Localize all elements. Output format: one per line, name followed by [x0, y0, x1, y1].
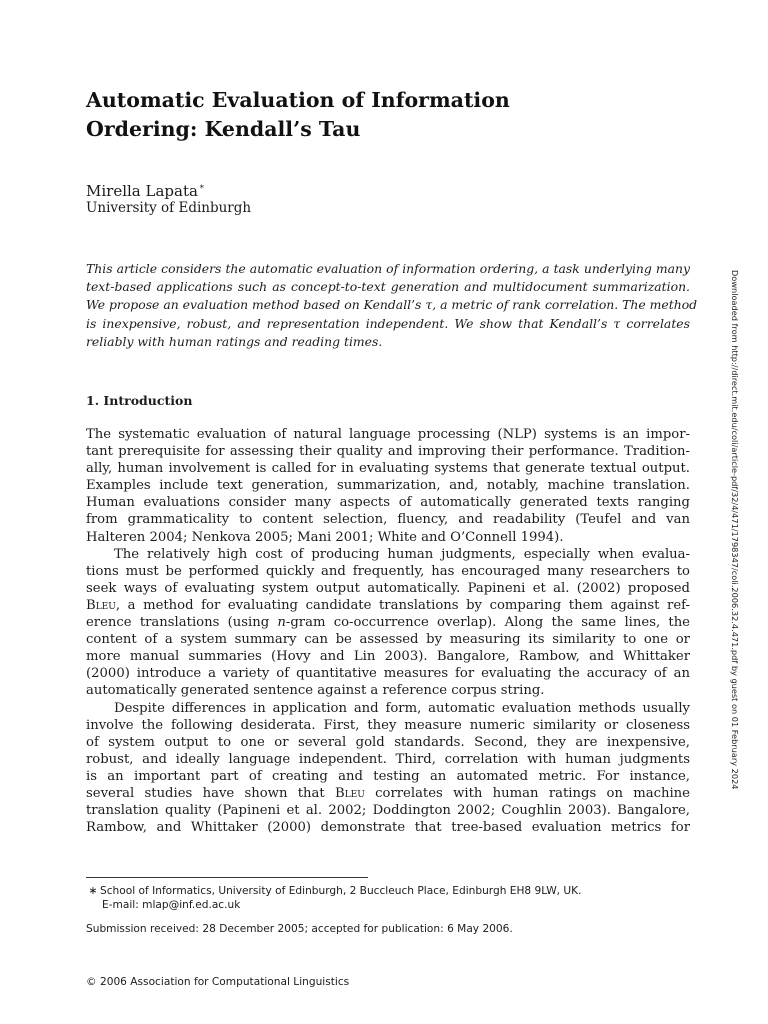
footnote-rule	[86, 877, 368, 878]
body-line: tions must be performed quickly and frequently, has encouraged many researchers to	[86, 563, 690, 579]
paper-title	[86, 86, 646, 144]
footnote	[86, 884, 690, 912]
body-line: robust, and ideally language independent. Third, correlation with human judgments	[86, 751, 690, 767]
body-line: Bleu, a method for evaluating candidate translations by comparing them against ref-	[86, 597, 690, 613]
body-line: Halteren 2004; Nenkova 2005; Mani 2001; White and O’Connell 1994).	[86, 529, 564, 545]
body-line: seek ways of evaluating system output automatically. Papineni et al. (2002) proposed	[86, 580, 690, 596]
footnote-email: E-mail: mlap@inf.ed.ac.uk	[102, 899, 241, 911]
abstract-line: reliably with human ratings and reading times.	[86, 333, 383, 349]
body-line: of system output to one or several gold standards. Second, they are inexpensive,	[86, 734, 690, 750]
author-text: Mirella Lapata	[86, 182, 198, 200]
bleu-smallcaps: Bleu	[335, 785, 365, 801]
body-line: is an important part of creating and testing an automated metric. For instance,	[86, 768, 690, 784]
footnote-mark: ∗	[88, 884, 98, 897]
abstract-line: is inexpensive, robust, and representation independent. We show that Kendall’s τ correlates	[86, 315, 690, 331]
copyright-notice: © 2006 Association for Computational Linguistics	[86, 976, 350, 988]
download-watermark-text: Downloaded from http://direct.mit.edu/coli/article-pdf/32/4/471/1798347/coli.2006.32.4.471.pdf by guest on 01 February 2024	[730, 270, 740, 790]
submission-dates: Submission received: 28 December 2005; accepted for publication: 6 May 2006.	[86, 923, 513, 935]
body-text	[86, 426, 690, 836]
body-line: Human evaluations consider many aspects of automatically generated texts ranging	[86, 495, 690, 511]
body-line: more manual summaries (Hovy and Lin 2003). Bangalore, Rambow, and Whittaker	[86, 649, 690, 665]
title-line: Automatic Evaluation of Information	[86, 88, 510, 112]
body-line: erence translations (using n-gram co-occurrence overlap). Along the same lines, the	[86, 615, 690, 631]
author-name	[86, 178, 205, 200]
download-watermark	[724, 270, 742, 790]
bleu-smallcaps: Bleu	[86, 597, 116, 613]
body-line: automatically generated sentence against a reference corpus string.	[86, 683, 545, 699]
abstract-line: text-based applications such as concept-to-text generation and multidocument summarization.	[86, 279, 690, 295]
body-line: several studies have shown that Bleu correlates with human ratings on machine	[86, 785, 690, 801]
author-affiliation: University of Edinburgh	[86, 200, 252, 216]
body-line: The relatively high cost of producing human judgments, especially when evalua-	[114, 546, 690, 562]
body-line: Examples include text generation, summarization, and, notably, machine translation.	[86, 478, 690, 494]
body-line: (2000) introduce a variety of quantitative measures for evaluating the accuracy of an	[86, 666, 690, 682]
body-line: content of a system summary can be assessed by measuring its similarity to one or	[86, 632, 690, 648]
body-line: from grammaticality to content selection, fluency, and readability (Teufel and van	[86, 512, 690, 528]
abstract-line: This article considers the automatic evaluation of information ordering, a task underlying many	[86, 261, 690, 276]
title-line: Ordering: Kendall’s Tau	[86, 117, 361, 141]
body-line: Rambow, and Whittaker (2000) demonstrate that tree-based evaluation metrics for	[86, 820, 690, 836]
abstract	[86, 260, 698, 351]
body-line: The systematic evaluation of natural language processing (NLP) systems is an impor-	[86, 427, 690, 442]
author-footnote-mark: ∗	[198, 182, 205, 192]
section-heading: 1. Introduction	[86, 393, 193, 408]
body-line: translation quality (Papineni et al. 2002; Doddington 2002; Coughlin 2003). Bangalore,	[86, 803, 690, 819]
abstract-line: We propose an evaluation method based on Kendall’s τ, a metric of rank correlation. The method	[86, 297, 698, 313]
body-line: Despite differences in application and form, automatic evaluation methods usually	[114, 700, 690, 716]
body-line: ally, human involvement is called for in evaluating systems that generate textual output.	[86, 461, 690, 477]
body-line: tant prerequisite for assessing their quality and improving their performance. Tradition-	[86, 444, 690, 460]
footnote-address: School of Informatics, University of Edinburgh, 2 Buccleuch Place, Edinburgh EH8 9LW, UK.	[100, 885, 582, 897]
body-line: involve the following desiderata. First, they measure numeric similarity or closeness	[86, 717, 690, 733]
